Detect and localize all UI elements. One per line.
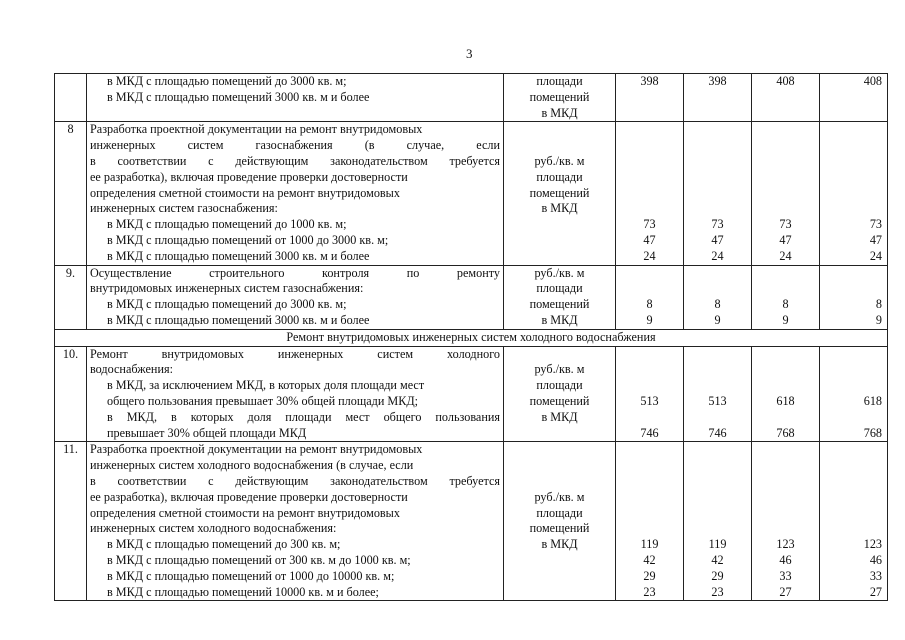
unit-of-measure — [504, 442, 616, 601]
description-line: ее разработка), включая проведение проверки достоверности — [90, 169, 408, 184]
rate-value: 8 — [714, 297, 721, 312]
rate-value: 42 — [711, 552, 724, 567]
unit-of-measure — [504, 122, 616, 265]
description-subitem: в МКД с площадью помещений от 300 кв. м до 1000 кв. м; — [107, 552, 411, 567]
rate-value: 408 — [776, 74, 795, 88]
rate-value: 398 — [708, 74, 727, 88]
rate-value: 9 — [782, 312, 789, 327]
description-line: определения сметной стоимости на ремонт внутридомовых — [90, 185, 400, 200]
description-line: ее разработка), включая проведение проверки достоверности — [90, 489, 408, 504]
rate-value: 23 — [643, 584, 656, 599]
description-subitem: в МКД с площадью помещений до 300 кв. м; — [107, 537, 341, 552]
tariff-table-body — [55, 74, 888, 601]
unit-of-measure — [504, 265, 616, 329]
description-subitem: общего пользования превышает 30% общей площади МКД; — [107, 393, 419, 408]
unit-line: помещений — [529, 521, 590, 536]
unit-line: помещений — [529, 89, 590, 104]
description-line: инженерных систем газоснабжения (в случае, если — [90, 138, 500, 153]
description-line: Разработка проектной документации на ремонт внутридомовых — [90, 122, 423, 137]
unit-line: площади — [536, 74, 583, 88]
work-description — [87, 74, 504, 122]
work-description — [87, 122, 504, 265]
rate-value: 513 — [708, 393, 727, 408]
table-row — [55, 442, 888, 601]
unit-line: в МКД — [541, 537, 578, 552]
rate-value: 123 — [863, 537, 882, 552]
table-row — [55, 265, 888, 329]
description-line: Разработка проектной документации на ремонт внутридомовых — [90, 442, 423, 457]
tariff-table — [54, 73, 888, 601]
rate-value: 119 — [708, 537, 727, 552]
rate-value: 24 — [643, 248, 656, 263]
rate-value: 8 — [782, 297, 789, 312]
description-subitem: в МКД с площадью помещений до 1000 кв. м; — [107, 217, 347, 232]
description-line: инженерных систем холодного водоснабжения (в случае, если — [90, 458, 414, 473]
value-column-1 — [616, 74, 684, 122]
row-number: 9. — [55, 265, 87, 329]
unit-line: в МКД — [541, 312, 578, 327]
table-row — [55, 74, 888, 122]
description-line: инженерных систем газоснабжения: — [90, 201, 278, 216]
rate-value: 24 — [779, 248, 792, 263]
work-description — [87, 346, 504, 442]
value-column-3 — [752, 265, 820, 329]
value-column-2 — [684, 346, 752, 442]
unit-line: площади — [536, 505, 583, 520]
rate-value: 24 — [711, 248, 724, 263]
rate-value — [619, 410, 680, 426]
rate-value: 47 — [643, 232, 656, 247]
section-heading: Ремонт внутридомовых инженерных систем холодного водоснабжения — [55, 329, 888, 346]
value-column-3 — [752, 122, 820, 265]
value-column-2 — [684, 442, 752, 601]
rate-value: 9 — [646, 312, 653, 327]
rate-value: 46 — [869, 552, 882, 567]
description-line: Осуществление строительного контроля по ремонту — [90, 265, 500, 280]
rate-value: 746 — [708, 425, 727, 440]
rate-value: 47 — [711, 232, 724, 247]
description-subitem: в МКД с площадью помещений 3000 кв. м и более — [107, 312, 370, 327]
table-row — [55, 122, 888, 265]
unit-line: помещений — [529, 185, 590, 200]
rate-value: 29 — [711, 568, 724, 583]
unit-line: в МКД — [541, 409, 578, 424]
rate-value — [755, 410, 816, 426]
rate-value: 73 — [711, 217, 724, 232]
rate-value: 746 — [640, 425, 659, 440]
rate-value: 119 — [640, 537, 659, 552]
unit-line: в МКД — [541, 105, 578, 120]
description-subitem: в МКД с площадью помещений от 1000 до 10000 кв. м; — [107, 568, 395, 583]
unit-line: руб./кв. м — [534, 265, 585, 280]
rate-value: 29 — [643, 568, 656, 583]
value-column-2 — [684, 74, 752, 122]
rate-value: 27 — [869, 584, 882, 599]
rate-value: 8 — [646, 297, 653, 312]
row-number: 11. — [55, 442, 87, 601]
rate-value: 398 — [640, 74, 659, 88]
table-row — [55, 329, 888, 346]
description-subitem: в МКД с площадью помещений до 3000 кв. м; — [107, 297, 347, 312]
value-column-4 — [820, 74, 888, 122]
rate-value: 33 — [869, 568, 882, 583]
description-line: в соответствии с действующим законодательством требуется — [90, 153, 500, 168]
rate-value: 513 — [640, 393, 659, 408]
rate-value: 73 — [643, 217, 656, 232]
description-subitem: в МКД с площадью помещений от 1000 до 3000 кв. м; — [107, 232, 389, 247]
value-column-2 — [684, 265, 752, 329]
rate-value: 9 — [875, 312, 882, 327]
value-column-2 — [684, 122, 752, 265]
rate-value: 24 — [869, 248, 882, 263]
page-number: 3 — [466, 46, 473, 61]
rate-value: 73 — [779, 217, 792, 232]
description-subitem: в МКД с площадью помещений до 3000 кв. м; — [107, 74, 347, 88]
description-subitem: в МКД с площадью помещений 3000 кв. м и более — [107, 89, 370, 104]
unit-of-measure — [504, 74, 616, 122]
unit-line: площади — [536, 169, 583, 184]
unit-line: помещений — [529, 393, 590, 408]
description-line: внутридомовых инженерных систем газоснабжения: — [90, 281, 364, 296]
value-column-3 — [752, 74, 820, 122]
value-column-1 — [616, 265, 684, 329]
row-number: 8 — [55, 122, 87, 265]
rate-value: 618 — [863, 393, 882, 408]
rate-value: 408 — [863, 74, 882, 88]
unit-line: в МКД — [541, 201, 578, 216]
value-column-3 — [752, 346, 820, 442]
description-line: определения сметной стоимости на ремонт внутридомовых — [90, 505, 400, 520]
unit-line: руб./кв. м — [534, 153, 585, 168]
rate-value: 27 — [779, 584, 792, 599]
rate-value: 618 — [776, 393, 795, 408]
description-subitem: превышает 30% общей площади МКД — [107, 425, 307, 440]
rate-value: 23 — [711, 584, 724, 599]
rate-value: 42 — [643, 552, 656, 567]
value-column-1 — [616, 346, 684, 442]
rate-value: 9 — [714, 312, 721, 327]
rate-value: 47 — [869, 232, 882, 247]
rate-value: 768 — [776, 425, 795, 440]
value-column-4 — [820, 122, 888, 265]
description-subitem: в МКД, за исключением МКД, в которых доля площади мест — [107, 378, 425, 393]
unit-line: площади — [536, 281, 583, 296]
value-column-4 — [820, 442, 888, 601]
description-line: инженерных систем холодного водоснабжения: — [90, 521, 337, 536]
unit-of-measure — [504, 346, 616, 442]
rate-value: 33 — [779, 568, 792, 583]
unit-line: площади — [536, 378, 583, 393]
row-number: 10. — [55, 346, 87, 442]
rate-value: 123 — [776, 537, 795, 552]
value-column-1 — [616, 442, 684, 601]
unit-line: руб./кв. м — [534, 362, 585, 377]
description-line: водоснабжения: — [90, 362, 173, 377]
work-description — [87, 442, 504, 601]
value-column-4 — [820, 346, 888, 442]
work-description — [87, 265, 504, 329]
unit-line: руб./кв. м — [534, 489, 585, 504]
value-column-1 — [616, 122, 684, 265]
rate-value: 47 — [779, 232, 792, 247]
value-column-4 — [820, 265, 888, 329]
description-line: Ремонт внутридомовых инженерных систем холодного — [90, 346, 500, 361]
unit-line: помещений — [529, 297, 590, 312]
rate-value — [687, 410, 748, 426]
table-row — [55, 346, 888, 442]
row-number — [55, 74, 87, 122]
rate-value: 8 — [875, 297, 882, 312]
description-subitem: в МКД с площадью помещений 3000 кв. м и более — [107, 248, 370, 263]
description-subitem: в МКД с площадью помещений 10000 кв. м и более; — [107, 584, 379, 599]
rate-value: 46 — [779, 552, 792, 567]
rate-value: 73 — [869, 217, 882, 232]
rate-value — [823, 410, 884, 426]
value-column-3 — [752, 442, 820, 601]
rate-value: 768 — [863, 425, 882, 440]
description-line: в соответствии с действующим законодательством требуется — [90, 473, 500, 488]
description-subitem: в МКД, в которых доля площади мест общего пользования — [107, 409, 500, 424]
